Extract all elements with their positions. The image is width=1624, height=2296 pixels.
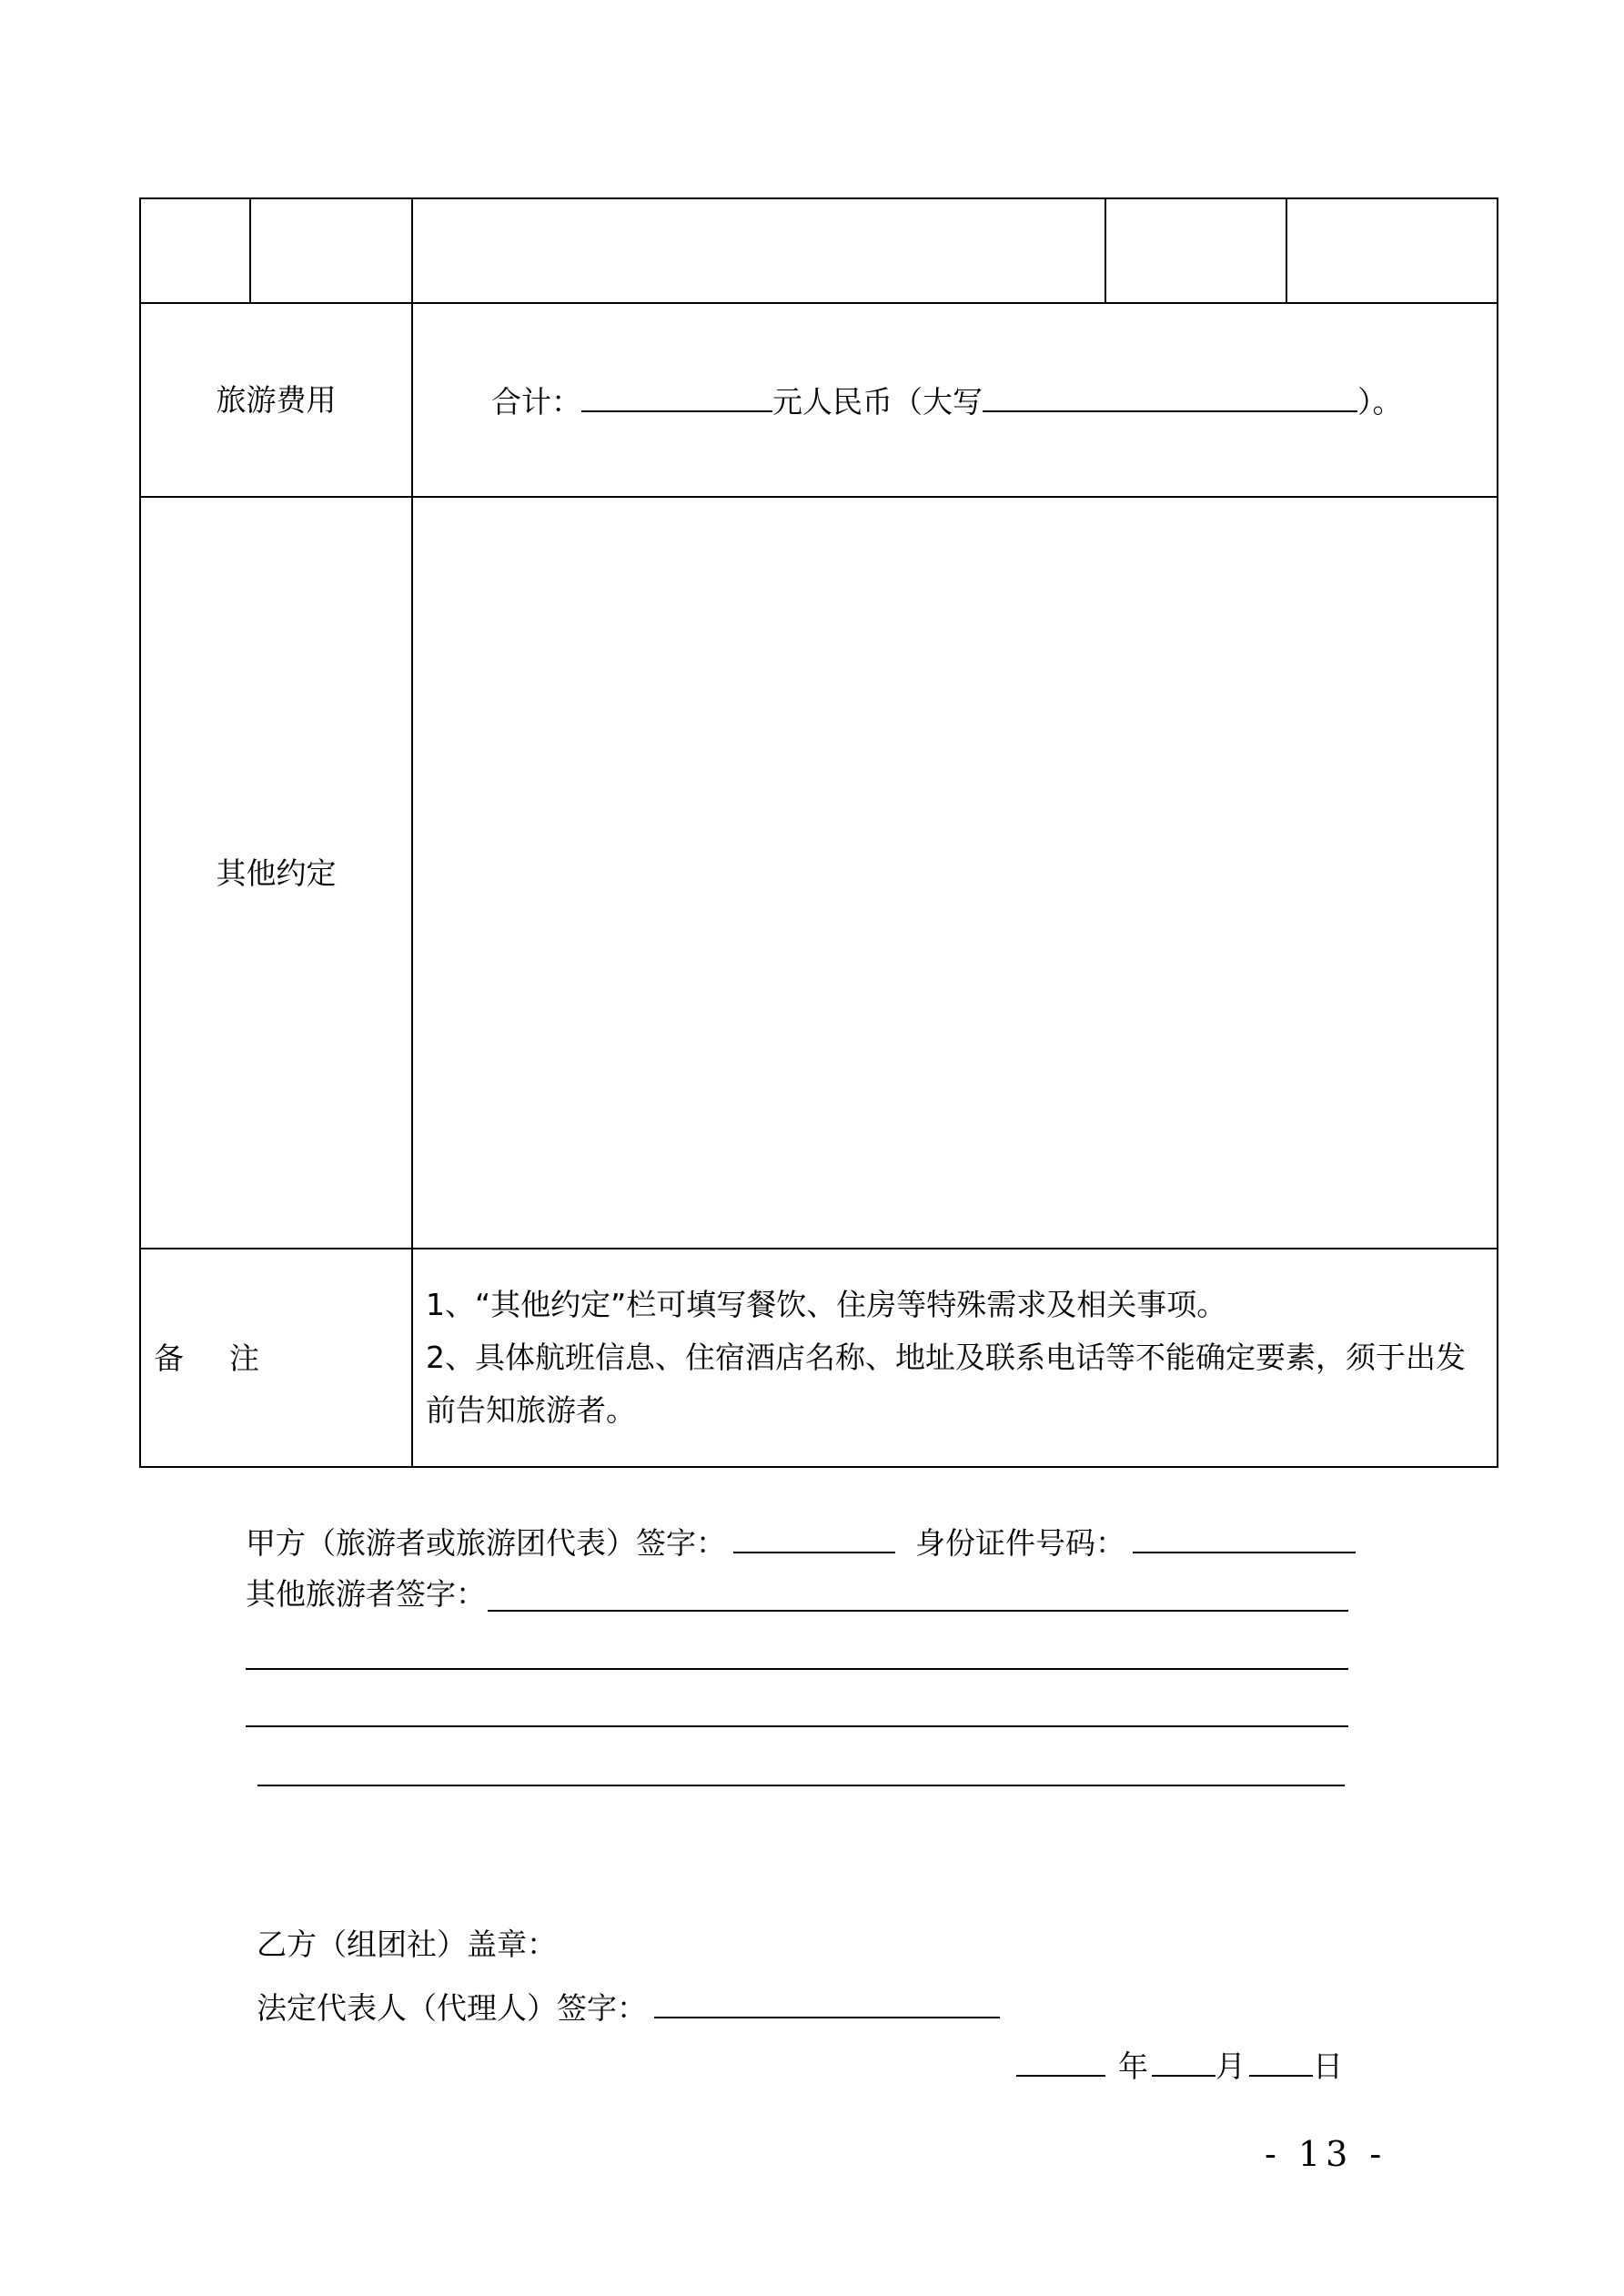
signature-line[interactable] xyxy=(246,1668,1348,1670)
other-agreements-field[interactable] xyxy=(412,497,1498,1249)
total-amount-blank[interactable] xyxy=(581,383,772,412)
empty-cell[interactable] xyxy=(1286,198,1498,303)
remark-line-2: 2、具体航班信息、住宿酒店名称、地址及联系电话等不能确定要素，须于出发前告知旅游者。 xyxy=(426,1340,1466,1428)
travel-fee-label: 旅游费用 xyxy=(140,303,412,497)
legal-rep-signature-row xyxy=(257,1988,1000,2026)
remark-line-1: 1、“其他约定”栏可填写餐饮、住房等特殊需求及相关事项。 xyxy=(426,1287,1227,1323)
other-agreements-label: 其他约定 xyxy=(140,497,412,1249)
table-row-other-agreements xyxy=(140,497,1498,1249)
day-label: 日 xyxy=(1313,2048,1343,2084)
table-row-remarks xyxy=(140,1249,1498,1467)
month-blank[interactable] xyxy=(1152,2046,1215,2077)
date-row xyxy=(1016,2046,1343,2084)
other-tourists-signature-line[interactable] xyxy=(488,1610,1348,1612)
empty-cell[interactable] xyxy=(250,198,412,303)
month-label: 月 xyxy=(1215,2048,1246,2084)
remarks-label xyxy=(140,1249,412,1467)
empty-cell[interactable] xyxy=(140,198,250,303)
total-prefix: 合计： xyxy=(491,384,581,420)
page-number: - 13 - xyxy=(1265,2134,1387,2174)
other-tourists-label: 其他旅游者签字： xyxy=(246,1576,486,1612)
legal-rep-label: 法定代表人（代理人）签字： xyxy=(257,1990,647,2026)
remarks-label-char2: 注 xyxy=(229,1340,259,1376)
year-blank[interactable] xyxy=(1016,2046,1105,2077)
amount-in-words-blank[interactable] xyxy=(983,383,1357,412)
empty-cell[interactable] xyxy=(412,198,1105,303)
travel-fee-value-cell xyxy=(412,303,1498,497)
party-a-label: 甲方（旅游者或旅游团代表）签字： xyxy=(246,1525,726,1561)
legal-rep-signature-blank[interactable] xyxy=(654,1988,1000,2018)
currency-text: 元人民币（大写 xyxy=(772,384,983,420)
other-tourists-signature-row xyxy=(246,1576,486,1612)
remarks-label-char1: 备 xyxy=(154,1340,184,1376)
party-b-seal-row xyxy=(257,1927,557,1962)
id-number-label: 身份证件号码： xyxy=(915,1525,1125,1561)
party-a-signature-blank[interactable] xyxy=(733,1522,895,1553)
year-label: 年 xyxy=(1118,2048,1148,2084)
party-a-signature-row xyxy=(246,1522,1356,1561)
day-blank[interactable] xyxy=(1249,2046,1313,2077)
table-row-top xyxy=(140,198,1498,303)
signature-line[interactable] xyxy=(257,1785,1345,1786)
remarks-content xyxy=(412,1249,1498,1467)
close-text: ）。 xyxy=(1357,384,1403,420)
party-b-label: 乙方（组团社）盖章： xyxy=(257,1927,557,1962)
itinerary-form-table xyxy=(139,197,1498,1468)
id-number-blank[interactable] xyxy=(1133,1522,1356,1553)
empty-cell[interactable] xyxy=(1105,198,1286,303)
table-row-travel-fee xyxy=(140,303,1498,497)
signature-line[interactable] xyxy=(246,1725,1348,1727)
